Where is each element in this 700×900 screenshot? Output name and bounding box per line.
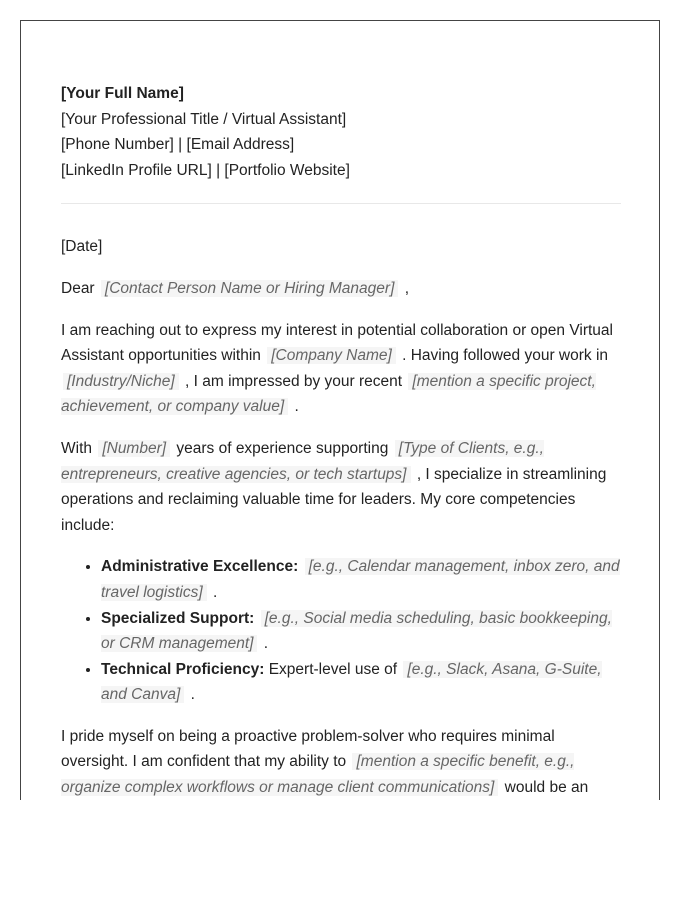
skill-label: Technical Proficiency: [101, 660, 265, 678]
letter-header [61, 81, 621, 183]
skill-label: Specialized Support: [101, 609, 255, 627]
sender-links: [LinkedIn Profile URL] | [Portfolio Website] [61, 161, 350, 179]
skill-end: . [212, 583, 218, 601]
closing-text-2: would be an [504, 779, 589, 797]
list-item [101, 606, 621, 657]
paragraph-intro [61, 318, 621, 420]
sender-full-name: [Your Full Name] [61, 85, 184, 102]
paragraph-experience [61, 436, 621, 538]
competencies-list [61, 554, 621, 708]
placeholder-industry: [Industry/Niche] [63, 373, 179, 390]
placeholder-client-type: [Type of Clients, e.g., entrepreneurs, creative agencies, or tech startups] [61, 439, 544, 483]
intro-text-4: . [294, 398, 299, 416]
list-item [101, 657, 621, 708]
intro-text-2: . Having followed your work in [402, 347, 609, 365]
placeholder-contact-name: [Contact Person Name or Hiring Manager] [101, 280, 398, 297]
placeholder-years: [Number] [98, 440, 170, 457]
closing-text-1: I pride myself on being a proactive problem-solver who requires minimal oversight. I am confident that my ability to [61, 727, 555, 771]
salutation [61, 276, 621, 302]
skill-end: . [190, 686, 195, 704]
header-divider [61, 203, 621, 204]
letter-date: [Date] [61, 238, 103, 256]
experience-text-2: years of experience supporting [176, 439, 389, 457]
placeholder-skill-detail: [e.g., Calendar management, inbox zero, and travel logistics] [101, 558, 620, 601]
placeholder-company-name: [Company Name] [267, 347, 396, 364]
sender-title: [Your Professional Title / Virtual Assistant] [61, 110, 347, 128]
intro-text-1: I am reaching out to express my interest in potential collaboration or open Virtual Assistant opportunities within [61, 321, 613, 365]
experience-text-1: With [61, 439, 92, 457]
experience-text-3: , I specialize in streamlining operations and reclaiming valuable time for leaders. My core competencies include: [61, 465, 607, 534]
placeholder-achievement: [mention a specific project, achievement, or company value] [61, 372, 596, 416]
skill-end: . [263, 635, 269, 653]
sender-contact: [Phone Number] | [Email Address] [61, 136, 295, 154]
salutation-suffix: , [404, 279, 410, 297]
placeholder-skill-detail: [e.g., Social media scheduling, basic bookkeeping, or CRM management] [101, 609, 612, 653]
placeholder-skill-detail: [e.g., Slack, Asana, G-Suite, and Canva] [101, 660, 602, 704]
paragraph-closing [61, 724, 621, 800]
skill-label: Administrative Excellence: [101, 558, 299, 576]
letter-content [61, 81, 621, 800]
letter-page [20, 20, 660, 800]
skill-text: Expert-level use of [268, 660, 398, 678]
placeholder-benefit: [mention a specific benefit, e.g., organize complex workflows or manage client communications] [61, 753, 575, 797]
list-item [101, 554, 621, 605]
salutation-prefix: Dear [61, 279, 95, 297]
intro-text-3: , I am impressed by your recent [185, 372, 403, 390]
